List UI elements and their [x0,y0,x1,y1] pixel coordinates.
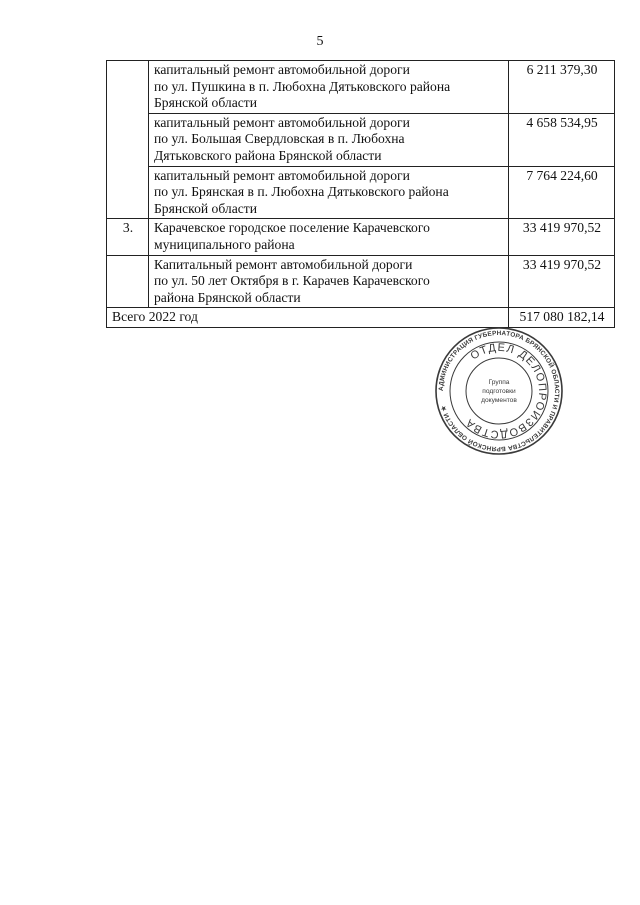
description-line: Брянской области [154,95,257,111]
page-number: 5 [316,34,324,49]
table-row [107,219,615,255]
description-cell [149,61,509,114]
amount-cell: 7 764 224,60 [509,166,615,219]
stamp-center-line: документов [481,397,517,404]
description-line: капитальный ремонт автомобильной дороги [154,62,410,77]
description-line: капитальный ремонт автомобильной дороги [154,114,410,130]
amount-cell: 33 419 970,52 [509,219,615,255]
stamp-center-line: подготовки [482,388,516,395]
total-amount: 517 080 182,14 [509,308,615,328]
total-label: Всего 2022 год [107,308,509,328]
description-line: по ул. 50 лет Октября в г. Карачев Карачевского [154,273,430,289]
row-number-cell: 3. [107,219,149,255]
table-row [107,255,615,308]
description-cell [149,219,509,255]
budget-table [106,60,615,328]
table-row [107,166,615,219]
stamp-department-text: ОТДЕЛ ДЕЛОПРОИЗВОДСТВА [463,341,549,441]
description-line: по ул. Большая Свердловская в п. Любохна [154,131,405,147]
description-line: муниципального района [154,236,295,252]
table-row [107,113,615,166]
stamp-center-line: Группа [488,379,510,386]
description-line: района Брянской области [154,289,301,305]
row-number-cell [107,61,149,219]
description-line: по ул. Брянская в п. Любохна Дятьковского района [154,184,449,200]
row-number-cell [107,255,149,308]
total-row [107,308,615,328]
description-line: Брянской области [154,200,257,216]
amount-cell: 6 211 379,30 [509,61,615,114]
description-cell [149,113,509,166]
table-row [107,61,615,114]
description-line: Карачевское городское поселение Карачевского [154,220,430,236]
description-cell [149,255,509,308]
description-line: по ул. Пушкина в п. Любохна Дятьковского района [154,78,451,94]
amount-cell: 4 658 534,95 [509,113,615,166]
stamp-outer-text: АДМИНИСТРАЦИЯ ГУБЕРНАТОРА БРЯНСКОЙ ОБЛАСТИ И ПРАВИТЕЛЬСТВА БРЯНСКОЙ ОБЛАСТИ ★ [437,329,561,453]
description-cell [149,166,509,219]
description-line: Капитальный ремонт автомобильной дороги [154,256,413,272]
description-line: капитальный ремонт автомобильной дороги [154,167,410,183]
department-stamp [434,326,564,456]
amount-cell: 33 419 970,52 [509,255,615,308]
description-line: Дятьковского района Брянской области [154,147,382,163]
